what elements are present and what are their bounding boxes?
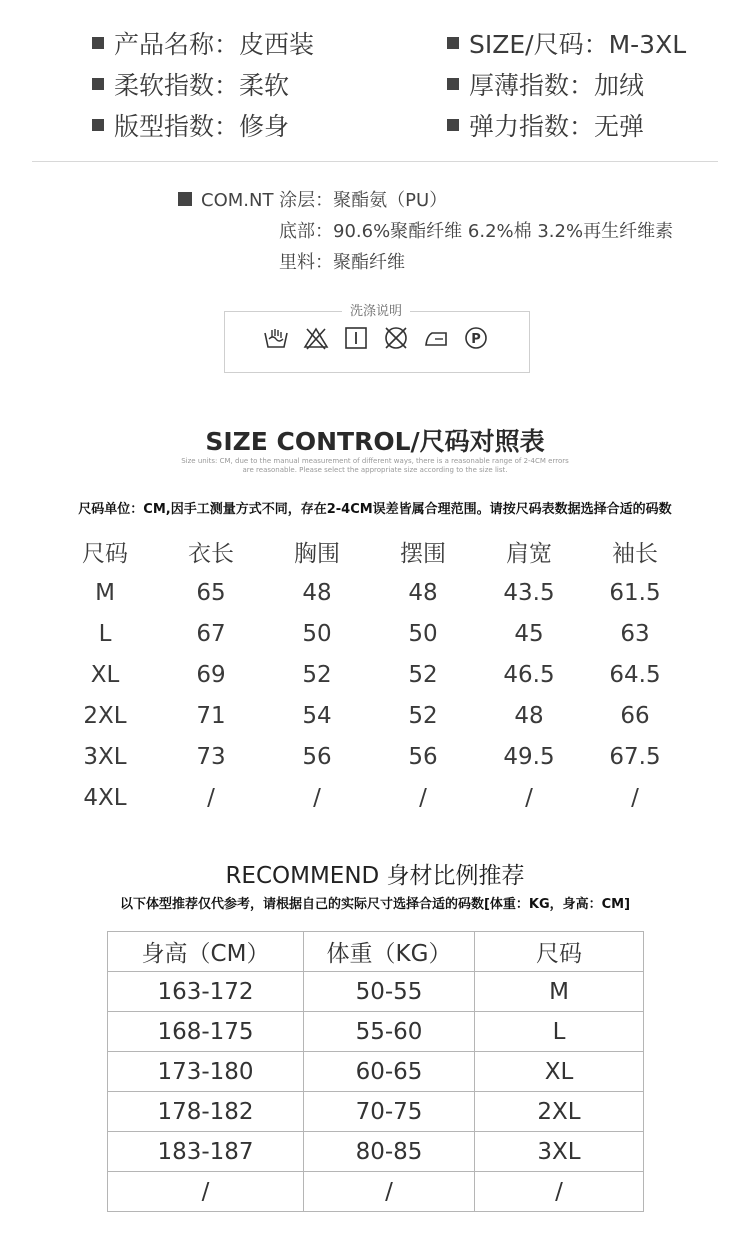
table-row: [108, 1052, 644, 1092]
bullet-square-icon: [178, 192, 192, 206]
washing-title-text: 洗涤说明: [342, 304, 410, 319]
header-cell: 身高（CM）: [108, 932, 304, 972]
spec-product-name: [92, 25, 314, 61]
spec-text: 弹力指数：无弹: [469, 112, 645, 141]
table-row: [52, 736, 688, 777]
table-cell: 183-187: [108, 1132, 304, 1172]
table-cell: 48: [302, 579, 332, 606]
size-control-tiny-line1: Size units: CM, due to the manual measurement of different ways, there is a reasonable range of 2-4CM errors: [181, 457, 569, 465]
size-table-header: [52, 531, 688, 572]
table-cell: 48: [408, 579, 438, 606]
table-cell: 52: [408, 702, 438, 729]
table-cell: /: [313, 784, 321, 811]
table-row: [108, 1172, 644, 1212]
recommend-table: [107, 931, 644, 1212]
spec-thickness: [447, 66, 644, 102]
table-cell: 50: [408, 620, 438, 647]
recommend-note: 以下体型推荐仅代参考，请根据自己的实际尺寸选择合适的码数[体重：KG，身高：CM]: [119, 897, 631, 912]
table-cell: 64.5: [609, 661, 661, 688]
table-cell: 60-65: [304, 1052, 475, 1092]
table-cell: 69: [196, 661, 226, 688]
table-cell: /: [419, 784, 427, 811]
table-cell: 43.5: [503, 579, 555, 606]
table-cell: 63: [620, 620, 650, 647]
table-row: [52, 777, 688, 818]
table-cell: L: [98, 620, 112, 647]
header-cell: 体重（KG）: [304, 932, 475, 972]
table-cell: 46.5: [503, 661, 555, 688]
table-cell: M: [475, 972, 644, 1012]
table-row: [52, 613, 688, 654]
table-cell: 66: [620, 702, 650, 729]
table-cell: 67: [196, 620, 226, 647]
spec-softness: [92, 66, 289, 102]
table-cell: 2XL: [83, 702, 127, 729]
table-row: [108, 1012, 644, 1052]
table-cell: 178-182: [108, 1092, 304, 1132]
table-row: [52, 654, 688, 695]
professional-clean-p-icon: [463, 325, 489, 351]
do-not-dry-clean-icon: [383, 325, 409, 351]
spec-text: 柔软指数：柔软: [114, 71, 290, 100]
table-cell: 56: [302, 743, 332, 770]
iron-icon: [423, 325, 449, 351]
table-cell: 54: [302, 702, 332, 729]
table-row: [52, 695, 688, 736]
size-control-title: SIZE CONTROL/尺码对照表: [205, 427, 545, 456]
table-cell: 163-172: [108, 972, 304, 1012]
table-cell: XL: [475, 1052, 644, 1092]
table-cell: /: [304, 1172, 475, 1212]
table-row: [108, 1132, 644, 1172]
washing-title: [224, 300, 528, 319]
table-row: [108, 972, 644, 1012]
table-cell: 80-85: [304, 1132, 475, 1172]
spec-text: 产品名称：皮西装: [114, 30, 315, 59]
table-cell: 71: [196, 702, 226, 729]
table-cell: 49.5: [503, 743, 555, 770]
table-cell: 3XL: [83, 743, 127, 770]
table-cell: 4XL: [83, 784, 127, 811]
table-cell: 56: [408, 743, 438, 770]
table-cell: 2XL: [475, 1092, 644, 1132]
bullet-square-icon: [447, 37, 459, 49]
header-cell: 肩宽: [506, 541, 552, 567]
material-base: 底部：90.6%聚酯纤维 6.2%棉 3.2%再生纤维素: [279, 221, 674, 242]
table-cell: 3XL: [475, 1132, 644, 1172]
table-cell: 67.5: [609, 743, 661, 770]
header-cell: 摆围: [400, 541, 446, 567]
table-cell: 55-60: [304, 1012, 475, 1052]
table-cell: /: [207, 784, 215, 811]
table-row: [108, 1092, 644, 1132]
spec-text: 版型指数：修身: [114, 112, 290, 141]
tumble-dry-icon: [343, 325, 369, 351]
table-cell: 52: [408, 661, 438, 688]
bullet-square-icon: [92, 78, 104, 90]
bullet-square-icon: [447, 119, 459, 131]
table-cell: 52: [302, 661, 332, 688]
size-table: [52, 531, 688, 818]
bullet-square-icon: [92, 119, 104, 131]
table-cell: 168-175: [108, 1012, 304, 1052]
size-control-tiny-line2: are reasonable. Please select the appropriate size according to the size list.: [242, 466, 508, 474]
table-cell: 48: [514, 702, 544, 729]
do-not-bleach-icon: [303, 325, 329, 351]
recommend-table-header: [108, 932, 644, 972]
header-cell: 尺码: [82, 541, 128, 567]
hand-wash-icon: [263, 325, 289, 351]
table-row: [52, 572, 688, 613]
header-cell: 胸围: [294, 541, 340, 567]
size-control-note: 尺码单位：CM,因手工测量方式不同，存在2-4CM误差皆属合理范围。请按尺码表数据选择合适的码数: [78, 502, 672, 517]
header-cell: 袖长: [612, 541, 658, 567]
spec-fit: [92, 107, 289, 143]
bullet-square-icon: [92, 37, 104, 49]
table-cell: /: [475, 1172, 644, 1212]
table-cell: 65: [196, 579, 226, 606]
material-lining: 里料：聚酯纤维: [279, 252, 405, 273]
recommend-title: RECOMMEND 身材比例推荐: [225, 863, 525, 889]
svg-text:P: P: [471, 332, 481, 347]
material-coating-text: COM.NT 涂层：聚酯氨（PU）: [201, 190, 448, 211]
header-cell: 衣长: [188, 541, 234, 567]
table-cell: /: [631, 784, 639, 811]
table-cell: 73: [196, 743, 226, 770]
table-cell: XL: [90, 661, 120, 688]
table-cell: /: [108, 1172, 304, 1212]
spec-text: 厚薄指数：加绒: [469, 71, 645, 100]
table-cell: 70-75: [304, 1092, 475, 1132]
table-cell: 173-180: [108, 1052, 304, 1092]
divider: [32, 161, 718, 162]
spec-elasticity: [447, 107, 644, 143]
table-cell: M: [95, 579, 115, 606]
spec-text: SIZE/尺码：M-3XL: [469, 30, 687, 59]
spec-size-range: [447, 25, 686, 61]
table-cell: 61.5: [609, 579, 661, 606]
table-cell: L: [475, 1012, 644, 1052]
table-cell: 45: [514, 620, 544, 647]
table-cell: /: [525, 784, 533, 811]
header-cell: 尺码: [475, 932, 644, 972]
washing-icons: [224, 325, 528, 351]
table-cell: 50-55: [304, 972, 475, 1012]
material-coating: [178, 186, 447, 212]
table-cell: 50: [302, 620, 332, 647]
bullet-square-icon: [447, 78, 459, 90]
